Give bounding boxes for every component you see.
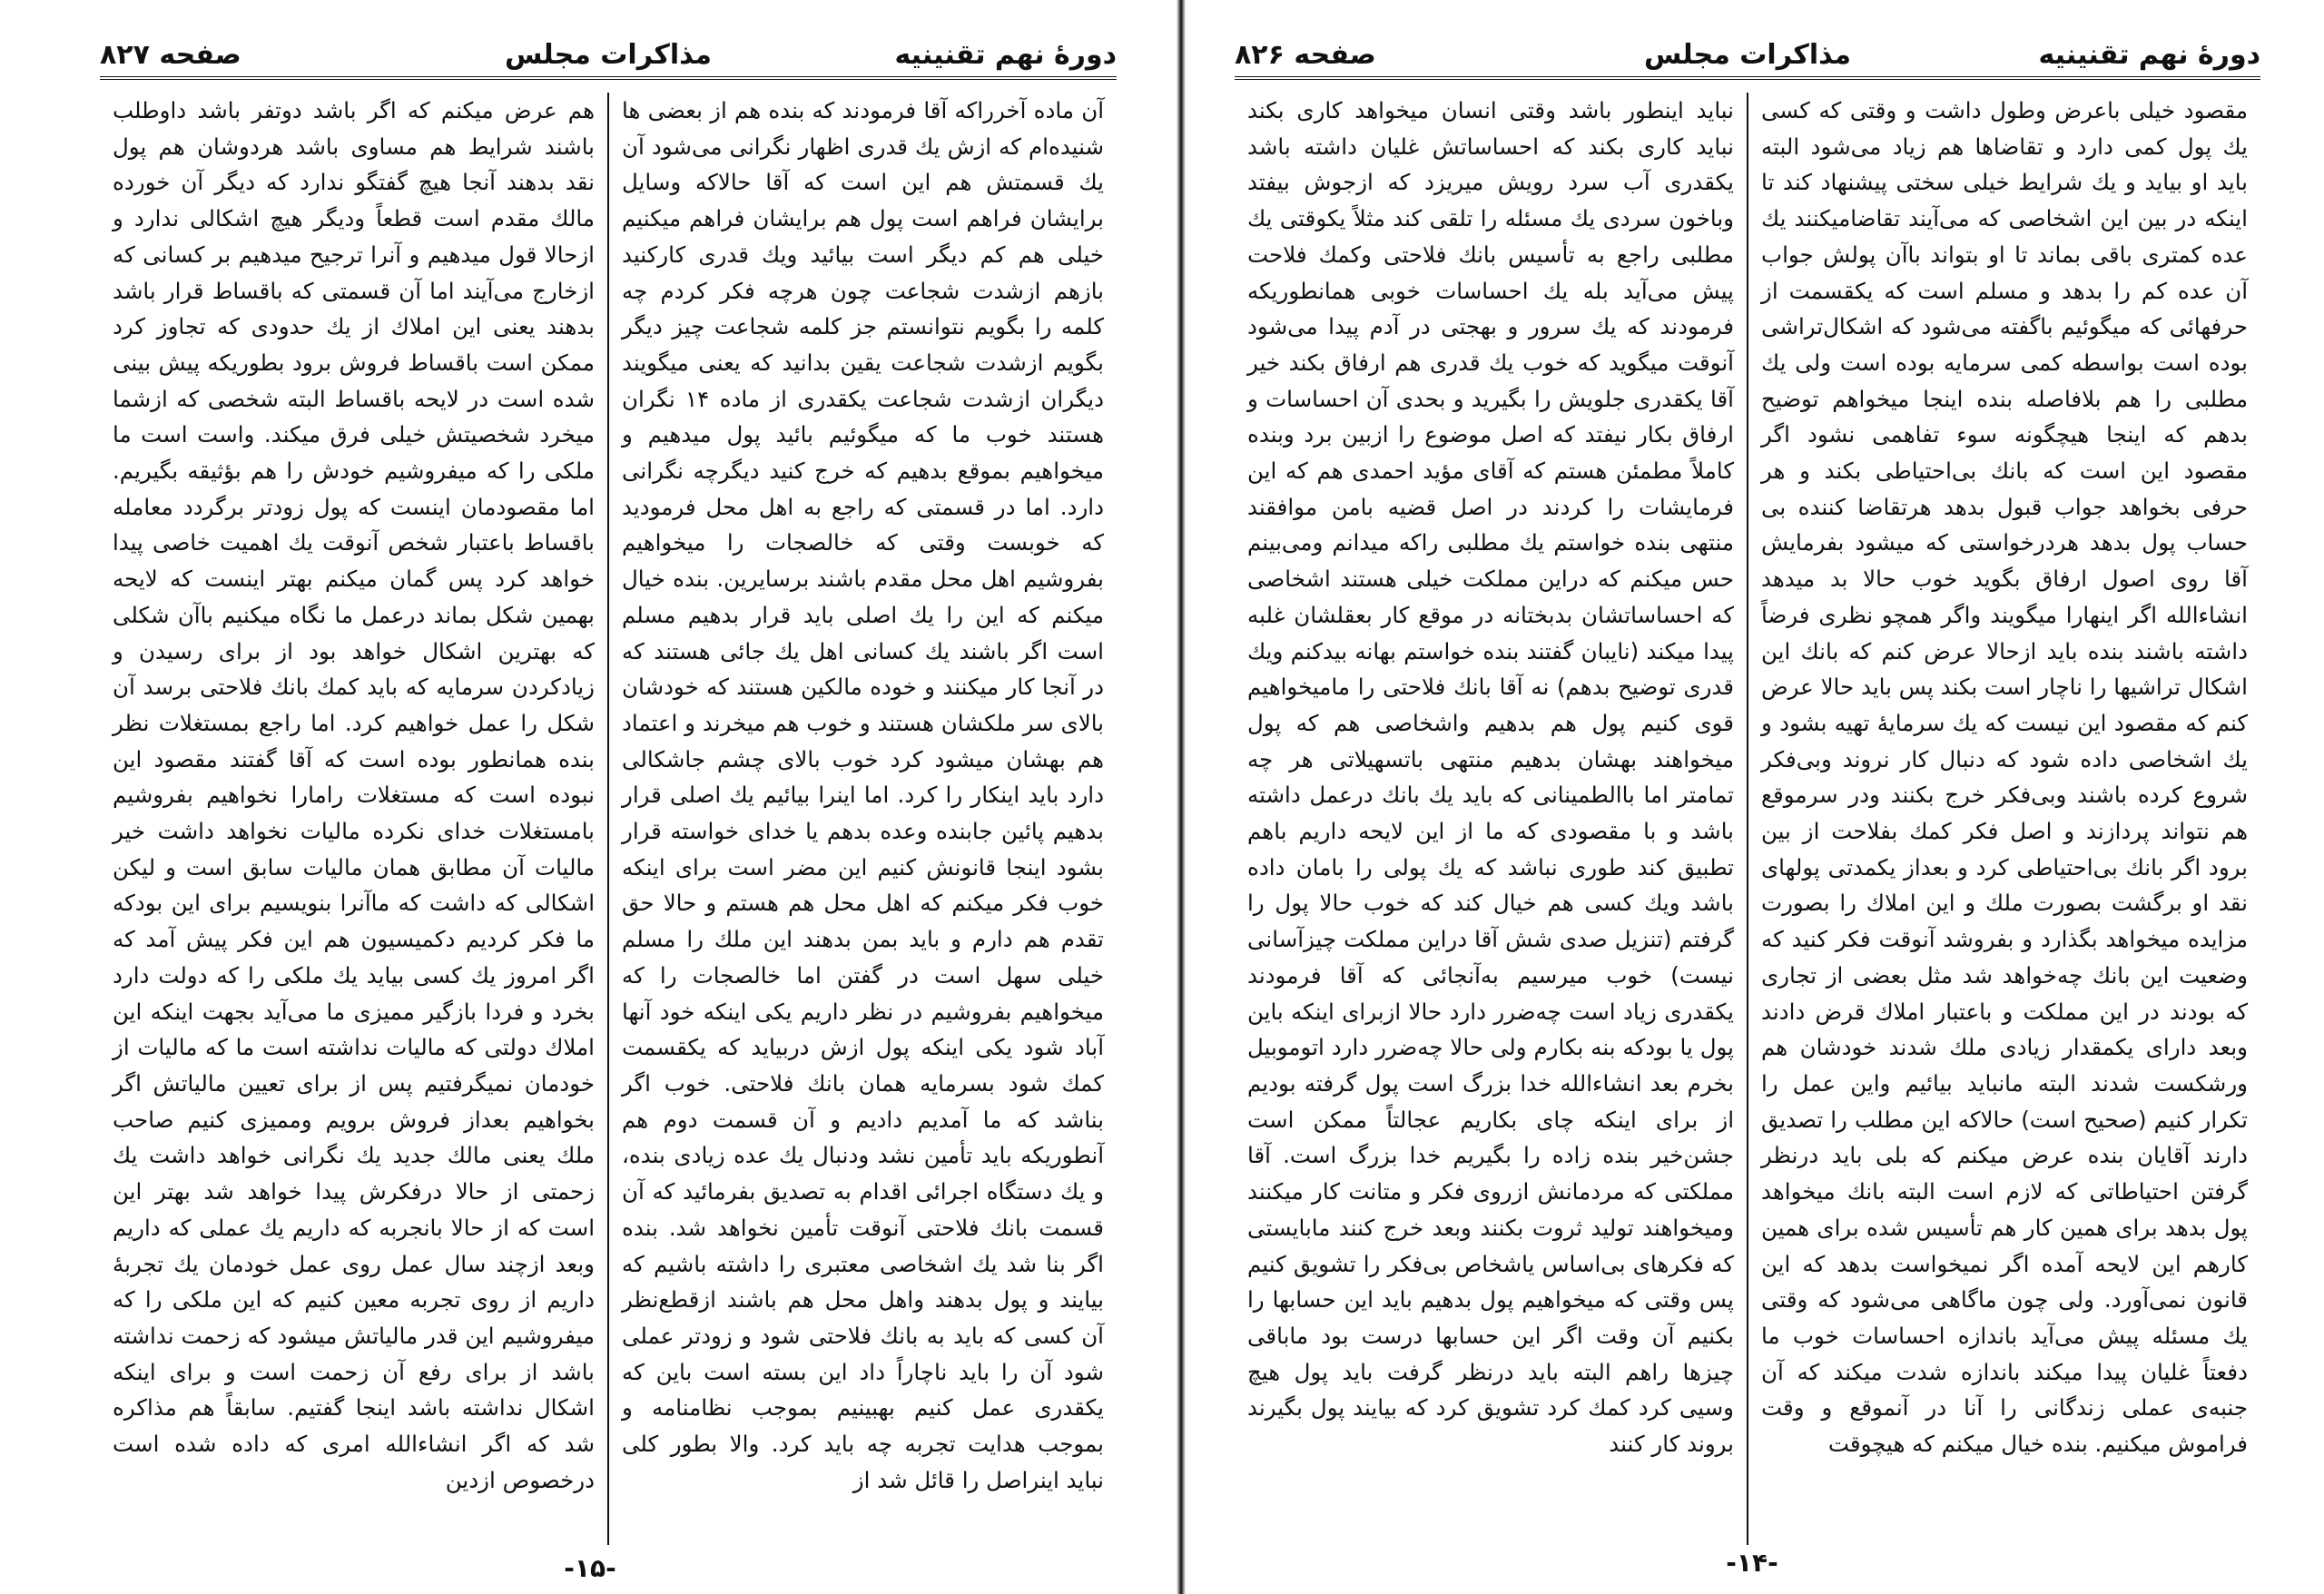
folio: -۱۴- — [1726, 1548, 1778, 1578]
page-header — [1235, 34, 2260, 80]
session-label: دورهٔ نهم تقنینیه — [2038, 39, 2260, 71]
text-column-right: آن ماده آخرراکه آقا فرمودند که بنده هم از بعضی ها شنیده‌ام که ازش یك قدری اظهار نگرانی می‌شود آن یك قسمتش هم این است که آقا حالاکه وسایل برایشان فراهم است پول هم برایشان فراهم میکنیم خیلی هم کم دیگر است بیائید ویك قدری کارکنید بازهم ازشدت شجاعت چون هرچه فکر کردم چه کلمه را بگویم نتوانستم جز کلمه شجاعت چیز دیگر بگویم ازشدت شجاعت یقین بدانید که یعنی میگویند دیگران ازشدت شجاعت یکقدری از ماده ۱۴ نگران هستند خوب ما که میگوئیم بائید پول میدهیم و میخواهیم بموقع بدهیم که خرج کنید دیگرچه نگرانی دارد. اما در قسمتی که راجع به اهل محل فرمودید که خوبست وقتی که خالصجات را میخواهیم بفروشیم اهل محل مقدم باشند برسایرین. بنده خیال میکنم که این را یك اصلی باید قرار بدهیم مسلم است اگر باشند یك کسانی اهل یك جائی هستند که در آنجا کار میکنند و خوده مالکین هستند که خودشان بالای سر ملکشان هستند و خوب هم میخرند و اعتماد هم بهشان میشود کرد خوب بالای چشم جاشکالی دارد باید اینکار را کرد. اما اینرا بیائیم یك اصلی قرار بدهیم پائین جابنده وعده بدهم یا خدای خواسته قرار بشود اینجا قانونش کنیم این مضر است برای اینکه خوب فکر میکنم که اهل محل هم هستم و حالا حق تقدم هم دارم و باید بمن بدهند این ملك را مسلم خیلی سهل است در گفتن اما خالصجات را که میخواهیم بفروشیم در نظر داریم یکی اینکه خود آنها آباد شود یکی اینکه پول ازش دربیاید که یکقسمت کمك شود بسرمایه همان بانك فلاحتی. خوب اگر بناشد که ما آمدیم دادیم و آن قسمت دوم هم آنطوریکه باید تأمین نشد ودنبال یك عده زیادی بنده، و یك دستگاه اجرائی اقدام به تصدیق بفرمائید که آن قسمت بانك فلاحتی آنوقت تأمین نخواهد شد. بنده اگر بنا شد یك اشخاصی معتبری را داشته باشیم که بیایند و پول بدهند واهل محل هم باشند ازقطع‌نظر آن کسی که باید به بانك فلاحتی شود و زودتر عملی شود آن را باید ناچاراً داد این بسته است باین که یکقدری عمل کنیم بهبینیم بموجب نظامنامه و بموجب هدایت تجربه چه باید کرد. والا بطور کلی نباید اینراصل را قائل شد از — [622, 97, 1104, 1493]
page-header — [100, 34, 1117, 80]
session-label: دورهٔ نهم تقنینیه — [894, 39, 1117, 71]
text-column-right: مقصود خیلی باعرض وطول داشت و وقتی که کسی یك پول کمی دارد و تقاضاها هم زیاد می‌شود البته باید او بیاید و یك شرایط خیلی سختی پیشنهاد کند تا اینکه در بین این اشخاصی که می‌آیند تقاضامیکنند یك عده کمتری باقی بماند تا او بتواند باآن پولش جواب آن عده کم را بدهد و مسلم است که یکقسمت از حرفهائی که میگوئیم باگفته می‌شود که اشکال‌تراشی بوده است بواسطه کمی سرمایه بوده است ولی یك مطلبی را هم بلافاصله بنده اینجا میخواهم توضیح بدهم که اینجا هیچگونه سوء تفاهمی نشود اگر مقصود این است که بانك بی‌احتیاطی بکند و هر حرفی بخواهد جواب قبول بدهد هرتقاضا کننده بی حساب پول بدهد هردرخواستی که میشود بفرمایش آقا روی اصول ارفاق بگوید خوب حالا بد میدهد انشاءالله اگر اینهارا میگویند واگر همچو نظری فرضاً داشته باشند بنده باید ازحالا عرض کنم که بانك این اشکال تراشیها را ناچار است بکند پس باید حالا عرض کنم که مقصود این نیست که یك سرمایهٔ تهیه بشود و یك اشخاصی داده شود که دنبال کار نروند وبی‌فکر شروع کرده باشند وبی‌فکر خرج بکنند ودر سرموقع هم نتواند پردازند و اصل فکر کمك بفلاحت از بین برود اگر بانك بی‌احتیاطی کرد و بعداز یکمدتی پولهای نقد او برگشت بصورت ملك و این املاك را بصورت مزایده میخواهد بگذارد و بفروشد آنوقت فکر کنید که وضعیت این بانك چه‌خواهد شد مثل بعضی از تجاری که بودند در این مملکت و باعتبار املاك قرض دادند وبعد دارای یکمقدار زیادی ملك شدند خودشان هم ورشکست شدند البته مانباید بیائیم واین عمل را تکرار کنیم (صحیح است) حالاکه این مطلب را تصدیق دارند آقایان بنده عرض میکنم که بلی باید درنظر گرفتن احتیاطاتی که لازم است البته بانك میخواهد پول بدهد برای همین کار هم تأسیس شده برای همین کارهم این لایحه آمده اگر نمیخواست بدهد که این قانون نمی‌آورد. ولی چون ماگاهی می‌شود که وقتی یك مسئله پیش می‌آید باندازه احساسات خوب ما دفعتاً غلیان پیدا میکند باندازه شدت میکند که آن جنبه‌ی عملی زندگانی را آنا در آنموقع و وقت فراموش میکنیم. بنده خیال میکنم که هیچوقت — [1761, 97, 2248, 1458]
page-826 — [1180, 0, 2324, 1594]
page-number-label: صفحه ۸۲۶ — [1235, 39, 1376, 71]
folio: -۱۵- — [564, 1553, 616, 1583]
column-rule — [1747, 93, 1748, 1545]
text-columns — [100, 93, 1117, 1545]
journal-title: مذاکرات مجلس — [1643, 39, 1852, 71]
text-column-left: نباید اینطور باشد وقتی انسان میخواهد کاری بکند نباید کاری بکند که احساساتش غلیان داشته باشد یکقدری آب سرد رویش میریزد که ازجوش بیفتد وباخون سردی یك مسئله را تلقی کند مثلاً یکوقتی یك مطلبی راجع به تأسیس بانك فلاحتی وکمك فلاحت پیش می‌آید بله یك احساسات خوبی همانطوریکه فرمودند که یك سرور و بهجتی در آدم پیدا می‌شود آنوقت میگوید که خوب یك قدری هم ارفاق بکند خیر آقا یکقدری جلویش را بگیرید و بحدی آن احساسات و ارفاق بکار نیفتد که اصل موضوع را ازبین برد وبنده کاملاً مطمئن هستم که آقای مؤید احمدی هم که این فرمایشات را کردند در اصل قضیه بامن موافقند منتهی بنده خواستم یك مطلبی راکه میدانم ومی‌بینم حس میکنم که دراین مملکت خیلی هستند اشخاصی که احساساتشان بدبختانه در موقع کار بعقلشان غلبه پیدا میکند (نایبان گفتند بنده خواستم بهانه بیدکنم ویك قدری توضیح بدهم) نه آقا بانك فلاحتی را مامیخواهیم قوی کنیم پول هم بدهیم واشخاصی هم که پول میخواهند بهشان بدهیم منتهی باتسهیلاتی هر چه تمامتر اما باالطمینانی که باید یك بانك درعمل داشته باشد و با مقصودی که ما از این لایحه داریم باهم تطبیق کند طوری نباشد که یك پولی را بامان داده باشد ویك کسی هم خیال کند که خوب حالا پول را گرفتم (تنزیل صدی شش آقا دراین مملکت چیزآسانی نیست) خوب میرسیم به‌آنجائی که آقا فرمودند یکقدری زیاد است چه‌ضرر دارد حالا ازبرای اینکه باین پول یا بودکه بنه بکارم ولی حالا چه‌ضرر دارد اتوموبیل بخرم بعد انشاءالله خدا بزرگ است پول گرفته بودیم‌ از برای اینکه چای بکاریم عجالتاً ممکن است جشن‌خیر بنده زاده را بگیریم خدا بزرگ است. آقا مملکتی که مردمانش ازروی فکر و متانت کار میکنند ومیخواهند تولید ثروت بکنند وبعد خرج کنند مابایستی که فکرهای بی‌اساس یاشخاص بی‌فکر را تشویق کنیم پس وقتی که میخواهیم پول بدهیم باید این حسابها را بکنیم آن وقت اگر این حسابها درست بود ماباقی چیزها راهم البته باید درنظر گرفت باید پول هیچ‌ وسیی کرد کمك کرد تشویق کرد که بیایند پول بگیرند بروند کار کنند — [1247, 97, 1734, 1458]
journal-title: مذاکرات مجلس — [504, 39, 713, 71]
page-number-label: صفحه ۸۲۷ — [100, 39, 241, 71]
text-columns — [1235, 93, 2260, 1545]
text-column-left: هم عرض میکنم که اگر باشد دوتفر باشد داوطلب باشند شرایط هم مساوی باشد هردوشان هم پول نقد بدهند آنجا هیچ گفتگو ندارد که دیگر آن خورده مالك مقدم است قطعاً ودیگر هیچ اشکالی ندارد و ازحالا قول میدهیم و آنرا ترجیح میدهیم بر کسانی که ازخارج می‌آیند اما آن قسمتی که باقساط قرار باشد بدهند یعنی این املاك از یك حدودی که تجاوز کرد ممکن است باقساط فروش برود بطوریکه پیش بینی شده است در لایحه باقساط البته شخصی که ازشما میخرد شخصیتش خیلی فرق میکند. واست است ما ملکی را که میفروشیم خودش را هم بؤثیقه بگیریم. اما مقصودمان اینست که پول زودتر برگردد معامله باقساط باعتبار شخص آنوقت یك اهمیت خاصی پیدا خواهد کرد پس گمان میکنم بهتر اینست که لایحه بهمین شکل بماند درعمل ما نگاه میکنیم باآن شکلی که بهترین اشکال خواهد بود از برای رسیدن و زیادکردن سرمایه که باید کمك بانك فلاحتی برسد آن شکل را عمل خواهیم کرد. اما راجع بمستغلات نظر بنده همانطور بوده است که آقا گفتند مقصود این نبوده است که مستغلات رامارا نخواهیم بفروشیم بامستغلات خدای نکرده مالیات نخواهد داشت خیر مالیات آن مطابق همان مالیات سابق است و لیکن اشکالی که داشت که ماآنرا بنویسیم برای این بودکه ما فکر کردیم دکمیسیون هم این فکر پیش آمد که اگر امروز یك کسی بیاید یك ملکی را که دولت دارد بخرد و فردا بازگیر ممیزی ما می‌آید بجهت اینکه این املاك دولتی که مالیات نداشته است ما که مالیات از خودمان نمیگرفتیم پس از برای تعیین مالیاتش اگر بخواهیم بعداز فروش برویم وممیزی کنیم صاحب ملك یعنی مالك جدید یك نگرانی خواهد داشت یك زحمتی از حالا درفکرش پیدا خواهد شد بهتر این است که از حالا بانجربه که داریم یك عملی که داریم وبعد ازچند سال عمل روی عمل خودمان یك تجربهٔ داریم از روی تجربه معین کنیم که این ملکی را که میفروشیم این قدر مالیاتش میشود که زحمت نداشته باشد از برای رفع آن زحمت است و برای اینکه اشکال نداشته باشد اینجا گفتیم. سابقاً هم مذاکره شد که اگر انشاءالله امری که داده شده است درخصوص ازدین — [113, 97, 595, 1493]
column-rule — [607, 93, 609, 1545]
